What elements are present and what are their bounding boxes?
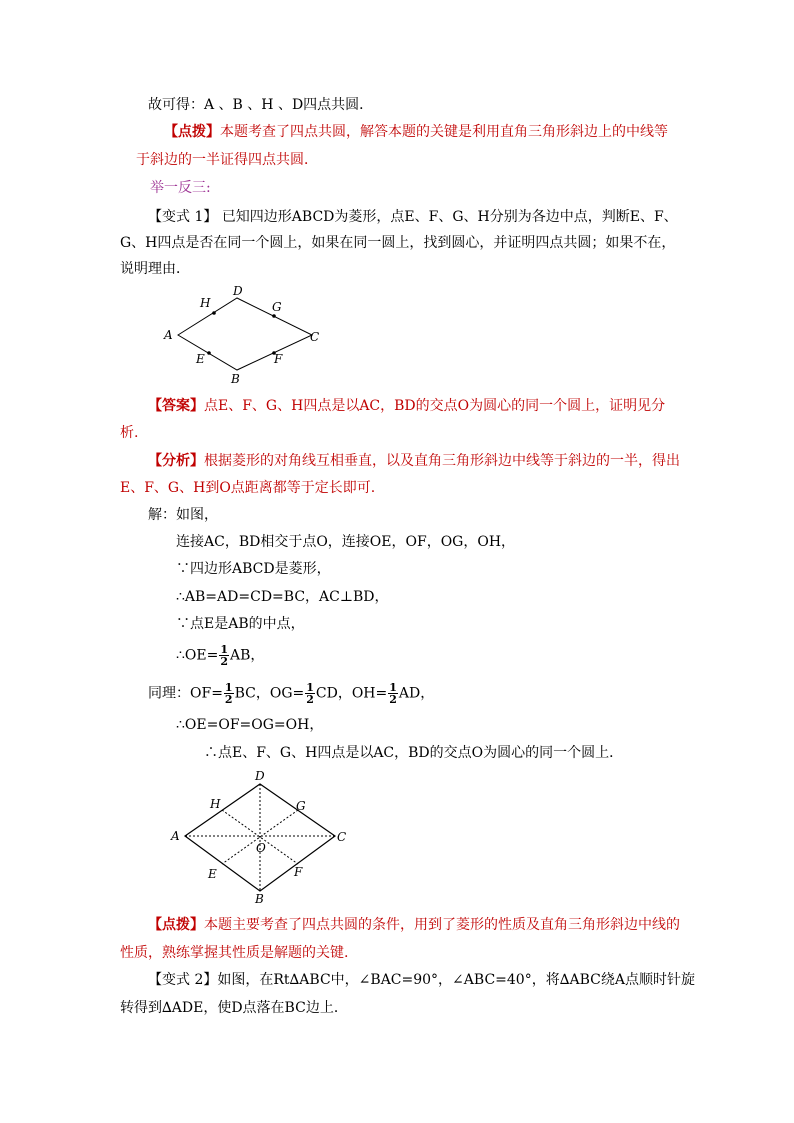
label-d: D <box>255 769 265 783</box>
point-e <box>207 351 211 355</box>
fraction-half: $\frac{1}{2}$ <box>220 643 228 668</box>
fraction-half: $\frac{1}{2}$ <box>224 681 233 706</box>
label-a: A <box>164 328 173 342</box>
label-e: E <box>208 867 217 881</box>
point-h <box>212 311 216 315</box>
label-c: C <box>337 830 347 844</box>
tip2-line2: 性质，熟练掌握其性质是解题的关键. <box>120 945 349 961</box>
solution-step5: ∴OE= $\frac{1}{2}$ AB， <box>176 643 265 668</box>
label-h: H <box>200 296 211 310</box>
solution-step1: 连接AC，BD相交于点O，连接OE，OF，OG，OH， <box>176 534 516 550</box>
tip2-tag: 【点拨】 <box>148 917 204 933</box>
label-d: D <box>233 284 243 298</box>
variant1-line1 <box>148 207 678 227</box>
variant2-line1 <box>148 970 695 990</box>
solution-step3: ∴AB=AD=CD=BC，AC⊥BD， <box>176 589 389 605</box>
variant1-text: 已知四边形ABCD为菱形，点E、F、G、H分别为各边中点，判断E、F、 <box>221 209 678 225</box>
label-a: A <box>171 829 180 843</box>
analysis-line2: E、F、G、H到O点距离都等于定长即可. <box>120 480 376 496</box>
variant1-tag: 【变式 1】 <box>148 209 218 225</box>
label-c: C <box>310 330 320 344</box>
variant2-line2: 转得到∆ADE，使D点落在BC边上． <box>120 1000 348 1016</box>
analysis-tag: 【分析】 <box>148 453 204 469</box>
tip2-line1 <box>148 915 680 935</box>
label-b: B <box>255 892 264 903</box>
tip1-tag: 【点拨】 <box>164 124 220 140</box>
analysis-line1 <box>148 451 680 471</box>
answer-text: 点E、F、G、H四点是以AC，BD的交点O为圆心的同一个圆上，证明见分 <box>204 398 666 414</box>
conclusion-line: 故可得：A 、B 、H 、D四点共圆． <box>148 97 374 113</box>
answer-tag: 【答案】 <box>148 398 204 414</box>
label-f: F <box>294 865 303 879</box>
solution-step6: 同理：OF= $\frac{1}{2}$ BC，OG= $\frac{1}{2}$ CD，OH= $\frac{1}{2}$ AD， <box>148 681 435 706</box>
solution-step7: ∴OE=OF=OG=OH， <box>176 717 324 733</box>
solution-step4: ∵点E是AB的中点， <box>176 616 305 632</box>
tip1-text: 本题考查了四点共圆，解答本题的关键是利用直角三角形斜边上的中线等 <box>220 124 668 140</box>
solution-step8: ∴点E、F、G、H四点是以AC，BD的交点O为圆心的同一个圆上． <box>204 745 624 761</box>
label-h: H <box>210 797 221 811</box>
fraction-half: $\frac{1}{2}$ <box>389 681 397 706</box>
juyi-heading: 举一反三: <box>150 180 211 196</box>
answer-line2: 析. <box>120 425 139 441</box>
tip2-text: 本题主要考查了四点共圆的条件，用到了菱形的性质及直角三角形斜边中线的 <box>204 917 680 933</box>
rhombus-figure-2 <box>165 768 355 903</box>
point-g <box>272 314 276 318</box>
variant2-text: 如图，在Rt∆ABC中，∠BAC=90°，∠ABC=40°，将∆ABC绕A点顺时针旋 <box>217 972 695 988</box>
label-o: O <box>256 841 266 855</box>
label-f: F <box>274 352 283 366</box>
answer-line1 <box>148 396 665 416</box>
analysis-text: 根据菱形的对角线互相垂直，以及直角三角形斜边中线等于斜边的一半，得出 <box>204 453 680 469</box>
label-g: G <box>272 300 282 314</box>
fraction-half: $\frac{1}{2}$ <box>306 681 314 706</box>
tip1-line2: 于斜边的一半证得四点共圆． <box>136 152 318 168</box>
label-g: G <box>296 799 306 813</box>
variant1-line3: 说明理由． <box>120 261 190 277</box>
variant1-line2: G、H四点是否在同一个圆上，如果在同一圆上，找到圆心，并证明四点共圆；如果不在， <box>120 235 676 251</box>
solution-step2: ∵四边形ABCD是菱形， <box>176 561 331 577</box>
label-e: E <box>196 352 205 366</box>
tip1-line1 <box>164 122 668 142</box>
variant2-tag: 【变式 2】 <box>148 972 218 988</box>
label-b: B <box>231 372 240 386</box>
rhombus-figure-1 <box>160 283 330 388</box>
solution-intro: 解：如图， <box>148 507 218 523</box>
